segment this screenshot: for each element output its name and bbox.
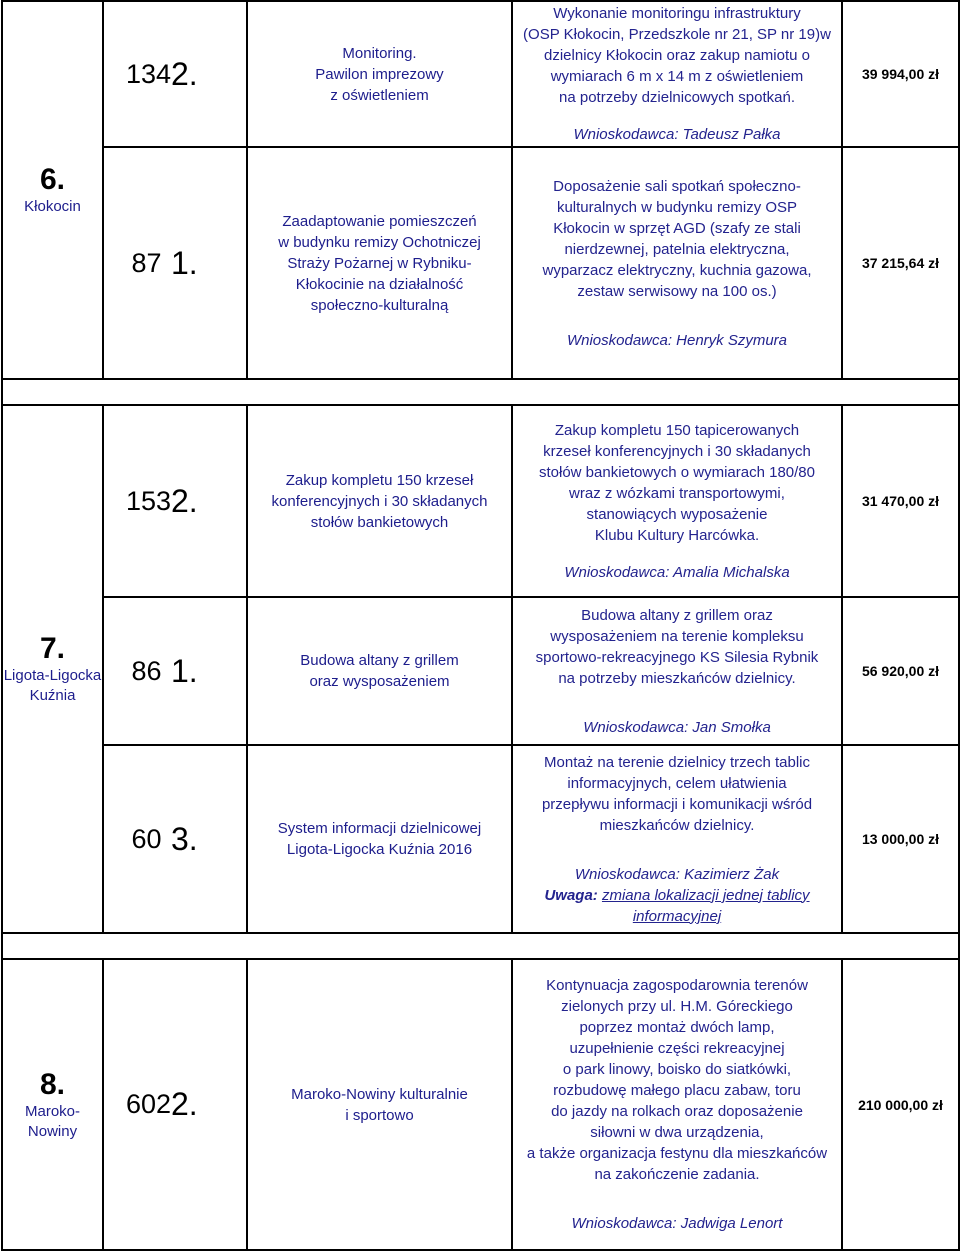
district-cell [2,405,103,933]
district-cell [2,1,103,379]
applicant: Wnioskodawca: Kazimierz Żak [574,865,780,883]
description-line: siłowni w dwa urządzenia, [590,1124,764,1141]
project-cost: 56 920,00 zł [842,597,959,745]
description-line: rozbudowę małego placu zabaw, toru [553,1082,801,1099]
project-rank: 1. [167,597,247,745]
separator-row [2,933,959,959]
description-line: Doposażenie sali spotkań społeczno- [553,177,801,195]
project-description [512,147,842,379]
votes-count: 86 [103,597,167,745]
project-title [247,1,512,147]
description-line: poprzez montaż dwóch lamp, [579,1019,775,1036]
title-line: oraz wysposażeniem [309,673,450,690]
title-line: Zaadaptowanie pomieszczeń [282,212,477,230]
description-line: na potrzeby dzielnicowych spotkań. [559,89,795,106]
votes-count: 602 [103,959,167,1250]
description-line: Zakup kompletu 150 tapicerowanych [554,421,800,439]
project-title [247,147,512,379]
description-line: Wykonanie monitoringu infrastruktury [553,5,801,22]
project-title [247,959,512,1250]
district-number: 6. [39,163,66,196]
table-row [2,745,959,933]
note-text: zmiana lokalizacji jednej tablicy [601,886,810,904]
project-title [247,745,512,933]
title-line: Kłokocinie na działalność [295,275,464,293]
title-line: stołów bankietowych [310,513,449,531]
project-description [512,1,842,147]
district-name-line: Nowiny [27,1122,78,1140]
project-description [512,959,842,1250]
project-title [247,405,512,597]
description-line: Kontynuacja zagospodarownia terenów [546,977,808,994]
votes-count: 134 [103,1,167,147]
note-text: informacyjnej [632,907,722,925]
description-line: dzielnicy Kłokocin oraz zakup namiotu o [544,47,810,64]
district-cell [2,959,103,1250]
project-rank: 2. [167,1,247,147]
project-description [512,745,842,933]
description-line: sportowo-rekreacyjnego KS Silesia Rybnik [535,648,819,666]
description-line: wraz z wózkami transportowymi, [569,484,785,502]
project-cost: 210 000,00 zł [842,959,959,1250]
project-cost: 39 994,00 zł [842,1,959,147]
description-line: stołów bankietowych o wymiarach 180/80 [539,463,815,481]
district-name: Kłokocin [24,198,81,215]
description-line: mieszkańców dzielnicy. [599,816,755,834]
title-line: Ligota-Ligocka Kuźnia 2016 [286,841,473,858]
project-cost: 13 000,00 zł [842,745,959,933]
description-line: przepływu informacji i komunikacji wśród [541,795,813,813]
table-row [2,405,959,597]
applicant: Wnioskodawca: Jadwiga Lenort [571,1215,783,1232]
applicant: Wnioskodawca: Tadeusz Pałka [573,126,781,143]
votes-count: 153 [103,405,167,597]
description-line: Klubu Kultury Harcówka. [594,526,760,544]
project-title [247,597,512,745]
description-line: informacyjnych, celem ułatwienia [567,774,787,792]
title-line: Maroko-Nowiny kulturalnie [291,1085,468,1103]
title-line: Monitoring. [342,44,417,62]
description-line: Kłokocin w sprzęt AGD (szafy ze stali [553,219,801,237]
title-line: konferencyjnych i 30 składanych [271,492,488,510]
description-line: do jazdy na rolkach oraz doposażenie [551,1103,803,1120]
description-line: (OSP Kłokocin, Przedszkole nr 21, SP nr 19)w [523,26,831,43]
table-row [2,147,959,379]
title-line: System informacji dzielnicowej [277,820,482,837]
project-description [512,597,842,745]
title-line: Zakup kompletu 150 krzeseł [285,471,474,489]
district-number: 8. [39,1067,66,1101]
description-line: nierdzewnej, patelnia elektryczna, [564,240,790,258]
table-row [2,597,959,745]
note-label: Uwaga: [544,886,598,904]
project-cost: 37 215,64 zł [842,147,959,379]
description-line: wysposażeniem na terenie kompleksu [550,627,804,645]
description-line: kulturalnych w budynku remizy OSP [556,198,798,216]
project-rank: 3. [167,745,247,933]
description-line: krzeseł konferencyjnych i 30 składanych [543,442,811,460]
project-rank: 1. [167,147,247,379]
description-line: uzupełnienie części rekreacyjnej [569,1040,785,1057]
applicant: Wnioskodawca: Amalia Michalska [564,563,790,581]
description-line: zielonych przy ul. H.M. Góreckiego [561,998,793,1015]
description-line: stanowiących wyposażenie [586,505,768,523]
description-line: o park linowy, boisko do siatkówki, [562,1061,792,1078]
title-line: w budynku remizy Ochotniczej [278,233,481,251]
title-line: i sportowo [345,1106,414,1124]
title-line: społeczno-kulturalną [310,296,449,314]
title-line: Pawilon imprezowy [315,65,444,83]
district-number: 7. [39,632,66,665]
title-line: Straży Pożarnej w Rybniku- [287,254,472,272]
table-row [2,1,959,147]
description-line: Budowa altany z grillem oraz [581,606,773,624]
budget-projects-table [1,0,960,1251]
votes-count: 60 [103,745,167,933]
project-cost: 31 470,00 zł [842,405,959,597]
description-line: na zakończenie zadania. [594,1166,760,1183]
title-line: Budowa altany z grillem [300,652,459,669]
description-line: wyparzacz elektryczny, kuchnia gazowa, [542,261,812,279]
description-line: na potrzeby mieszkańców dzielnicy. [558,669,796,687]
note [523,885,831,906]
district-name: Ligota-Ligocka Kuźnia [3,667,102,704]
project-description [512,405,842,597]
description-line: a także organizacja festynu dla mieszkańców [526,1145,828,1162]
project-rank: 2. [167,405,247,597]
separator-row [2,379,959,405]
table-row [2,959,959,1250]
description-line: wymiarach 6 m x 14 m z oświetleniem [550,68,804,85]
description-line: zestaw serwisowy na 100 os.) [577,282,777,300]
applicant: Wnioskodawca: Jan Smołka [583,718,771,736]
district-name-line: Maroko- [24,1102,80,1120]
applicant: Wnioskodawca: Henryk Szymura [566,331,788,349]
title-line: z oświetleniem [330,86,429,104]
description-line: Montaż na terenie dzielnicy trzech tablic [544,753,810,771]
votes-count: 87 [103,147,167,379]
project-rank: 2. [167,959,247,1250]
